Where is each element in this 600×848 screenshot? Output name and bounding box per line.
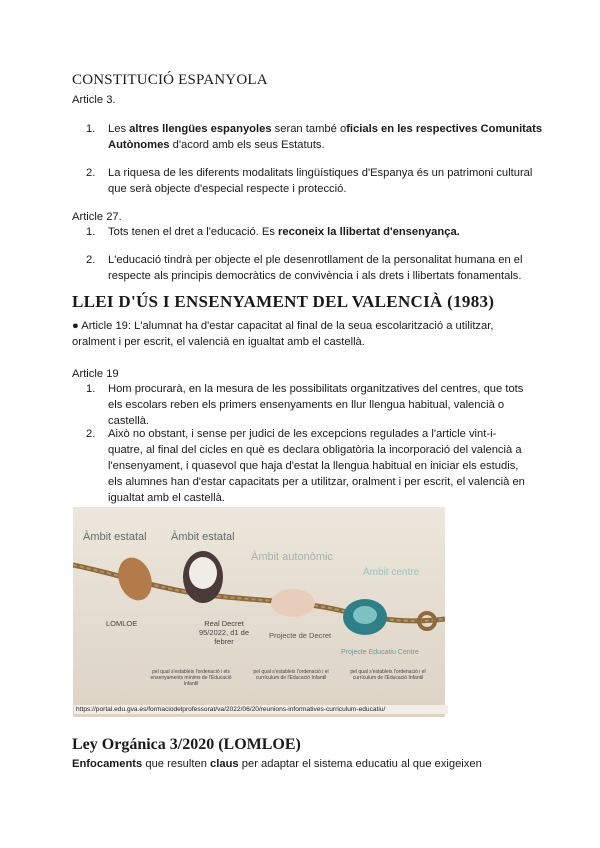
note-1: pel qual s'estableix l'ordenació i els ensenyaments mínims de l'Educació Infantil [150, 669, 232, 687]
paragraph-ley [72, 756, 482, 772]
text-run: seran també o [271, 123, 347, 135]
list-item [86, 426, 528, 506]
heading-llei: LLEI D'ÚS I ENSENYAMENT DEL VALENCIÀ (1983) [72, 292, 495, 311]
shell-3 [271, 589, 315, 617]
bold-text: claus [210, 758, 239, 770]
text-run: Això no obstant, i sense per judici de les excepcions regulades a l'article vint-i-quatre, al final del cicles en què es declara obligatòria la incorporació del valencià a l'ensenyament, i quasevol que haja d'estat la llengua habitual en iniciar els estudis, els alumnes han d'estar capacitats per a utilitzar, oralment i per escrit, el valencià en igualtat amb el castellà. [108, 428, 525, 504]
text-run: Hom procurarà, en la mesura de les possibilitats organitzatives del centres, que tots els escolars reben els primers ensenyaments en llur llengua habitual, valencià o castellà. [108, 383, 524, 427]
bold-text: Enfocaments [72, 758, 143, 770]
text-run: d'acord amb els seus Estatuts. [169, 139, 325, 151]
shell-2-highlight [189, 557, 217, 589]
curriculum-levels-image [73, 507, 445, 717]
list-number: 1. [86, 123, 96, 135]
label-ambit-autonomic: Àmbit autonòmic [251, 551, 333, 563]
label-ambit-centre: Àmbit centre [363, 567, 420, 578]
text-run: que resulten [142, 758, 211, 770]
label-lomloe: LOMLOE [106, 619, 138, 628]
bold-text: altres llengües espanyoles [129, 123, 272, 135]
label-ambit-estatal-2: Àmbit estatal [171, 531, 235, 543]
list-item [86, 121, 548, 153]
article-3-label: Article 3. [72, 94, 116, 106]
text-run: per adaptar el sistema educatiu al que exigeixen [238, 758, 482, 770]
text-run: Les [108, 123, 130, 135]
article-19-label: Article 19 [72, 368, 119, 380]
list-item [86, 224, 548, 240]
text-run: L'educació tindrà per objecte el ple desenrotllament de la personalitat humana en el respecte als principis democràtics de convivència i als drets i llibertats fonamentals. [108, 254, 523, 282]
list-number: 2. [86, 167, 96, 179]
label-ambit-estatal-1: Àmbit estatal [83, 531, 147, 543]
text-run: Tots tenen el dret a l'educació. Es [108, 226, 279, 238]
label-projecte-decret: Projecte de Decret [269, 631, 332, 640]
heading-ley: Ley Orgánica 3/2020 (LOMLOE) [72, 736, 301, 753]
list-item [86, 165, 548, 197]
text-run: La riquesa de les diferents modalitats lingüístiques d'Espanya és un patrimoni cultural que serà objecte d'especial respecte i protecció. [108, 167, 533, 195]
list-number: 2. [86, 428, 96, 440]
list-number: 2. [86, 254, 96, 266]
list-item [86, 381, 528, 429]
list-item [86, 252, 548, 284]
bullet-article-19: ● Article 19: L'alumnat ha d'estar capacitat al final de la seua escolarització a utilitzar, oralment i per escrit, el valencià en igualtat amb el castellà. [72, 320, 494, 348]
label-real-decret: Real Decret 95/2022, d1 de febrer [198, 619, 250, 646]
list-number: 1. [86, 226, 96, 238]
bold-text: ficials en les respectives Comunitats Autònomes [108, 123, 543, 151]
image-source-link[interactable]: https://portal.edu.gva.es/formaciodelprofessorat/va/2022/06/20/reunions-informatives-curriculum-educatiu/ [74, 705, 448, 714]
label-projecte-educatiu: Projecte Educatiu Centre [341, 649, 419, 656]
note-2: pel qual s'estableix l'ordenació i el currículum de l'Educació Infantil [253, 669, 329, 681]
note-3: pel qual s'estableix l'ordenació i el currículum de l'Educació Infantil [350, 669, 426, 681]
article-27-label: Article 27. [72, 211, 122, 223]
bold-text: reconeix la llibertat d'ensenyança. [278, 226, 460, 238]
heading-constitucio: CONSTITUCIÓ ESPANYOLA [72, 72, 268, 88]
shell-4-highlight [353, 606, 377, 624]
list-number: 1. [86, 383, 96, 395]
